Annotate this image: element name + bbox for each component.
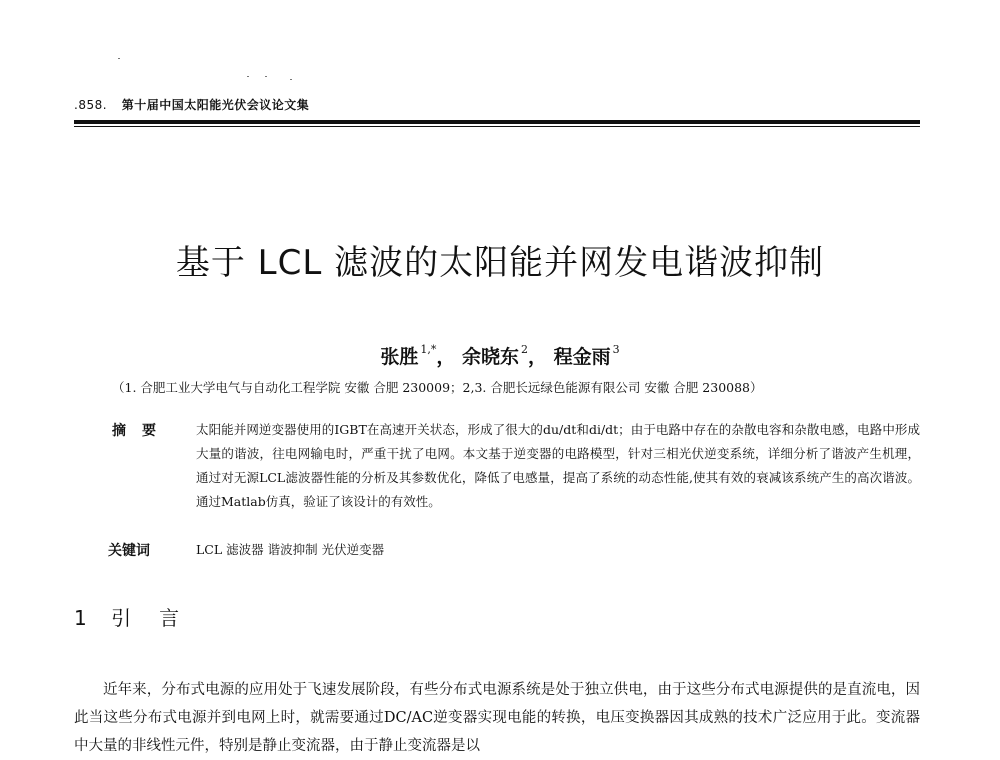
running-header [74, 96, 309, 113]
keywords-label: 关键词 [108, 543, 150, 559]
author-affiliation-marks: 2 [521, 343, 528, 356]
intro-paragraph: 近年来，分布式电源的应用处于飞速发展阶段，有些分布式电源系统是处于独立供电，由于这些分布式电源提供的是直流电，因此当这些分布式电源并到电网上时，就需要通过DC/AC逆变器实现电能的转换，电压变换器因其成熟的技术广泛应用于此。变流器中大量的非线性元件，特别是静止变流器，由于静止变流器是以 [74, 682, 920, 754]
running-title: 第十届中国太阳能光伏会议论文集 [121, 98, 310, 112]
author-affiliation-marks: 3 [612, 343, 620, 356]
scan-speck [265, 76, 267, 77]
author-list [0, 342, 1000, 369]
paper-title: 基于 LCL 滤波的太阳能并网发电谐波抑制 [175, 242, 825, 283]
keywords-text: LCL 滤波器 谐波抑制 光伏逆变器 [196, 542, 385, 557]
author-separator: ， [436, 346, 456, 368]
author-separator: ， [528, 346, 548, 368]
header-rule-thin [74, 126, 920, 127]
page-number: .858. [74, 98, 108, 112]
abstract-label: 摘要 [112, 423, 172, 439]
author-affiliation-marks: 1,* [420, 343, 437, 356]
author-name: 程金雨 [553, 346, 611, 368]
section-heading [74, 602, 207, 631]
author-name: 张胜 [380, 346, 419, 368]
section-title: 引言 [111, 606, 208, 630]
author-name: 余晓东 [461, 346, 519, 368]
scan-speck [247, 76, 249, 77]
affiliation: （1. 合肥工业大学电气与自动化工程学院 安徽 合肥 230009；2,3. 合肥长远绿色能源有限公司 安徽 合肥 230088） [112, 380, 763, 395]
section-number: 1 [74, 606, 87, 630]
intro-body [74, 676, 920, 760]
abstract-text: 太阳能并网逆变器使用的IGBT在高速开关状态，形成了很大的du/dt和di/dt；由于电路中存在的杂散电容和杂散电感，电路中形成大量的谐波，往电网输电时，严重干扰了电网。本文基于逆变器的电路模型，针对三相光伏逆变系统，详细分析了谐波产生机理，通过对无源LCL滤波器性能的分析及其参数优化，降低了电感量，提高了系统的动态性能,使其有效的衰减该系统产生的高次谐波。通过Matlab仿真，验证了该设计的有效性。 [196, 422, 920, 509]
scan-speck [118, 58, 120, 59]
header-rule-thick [74, 120, 920, 124]
scan-speck [290, 79, 292, 80]
